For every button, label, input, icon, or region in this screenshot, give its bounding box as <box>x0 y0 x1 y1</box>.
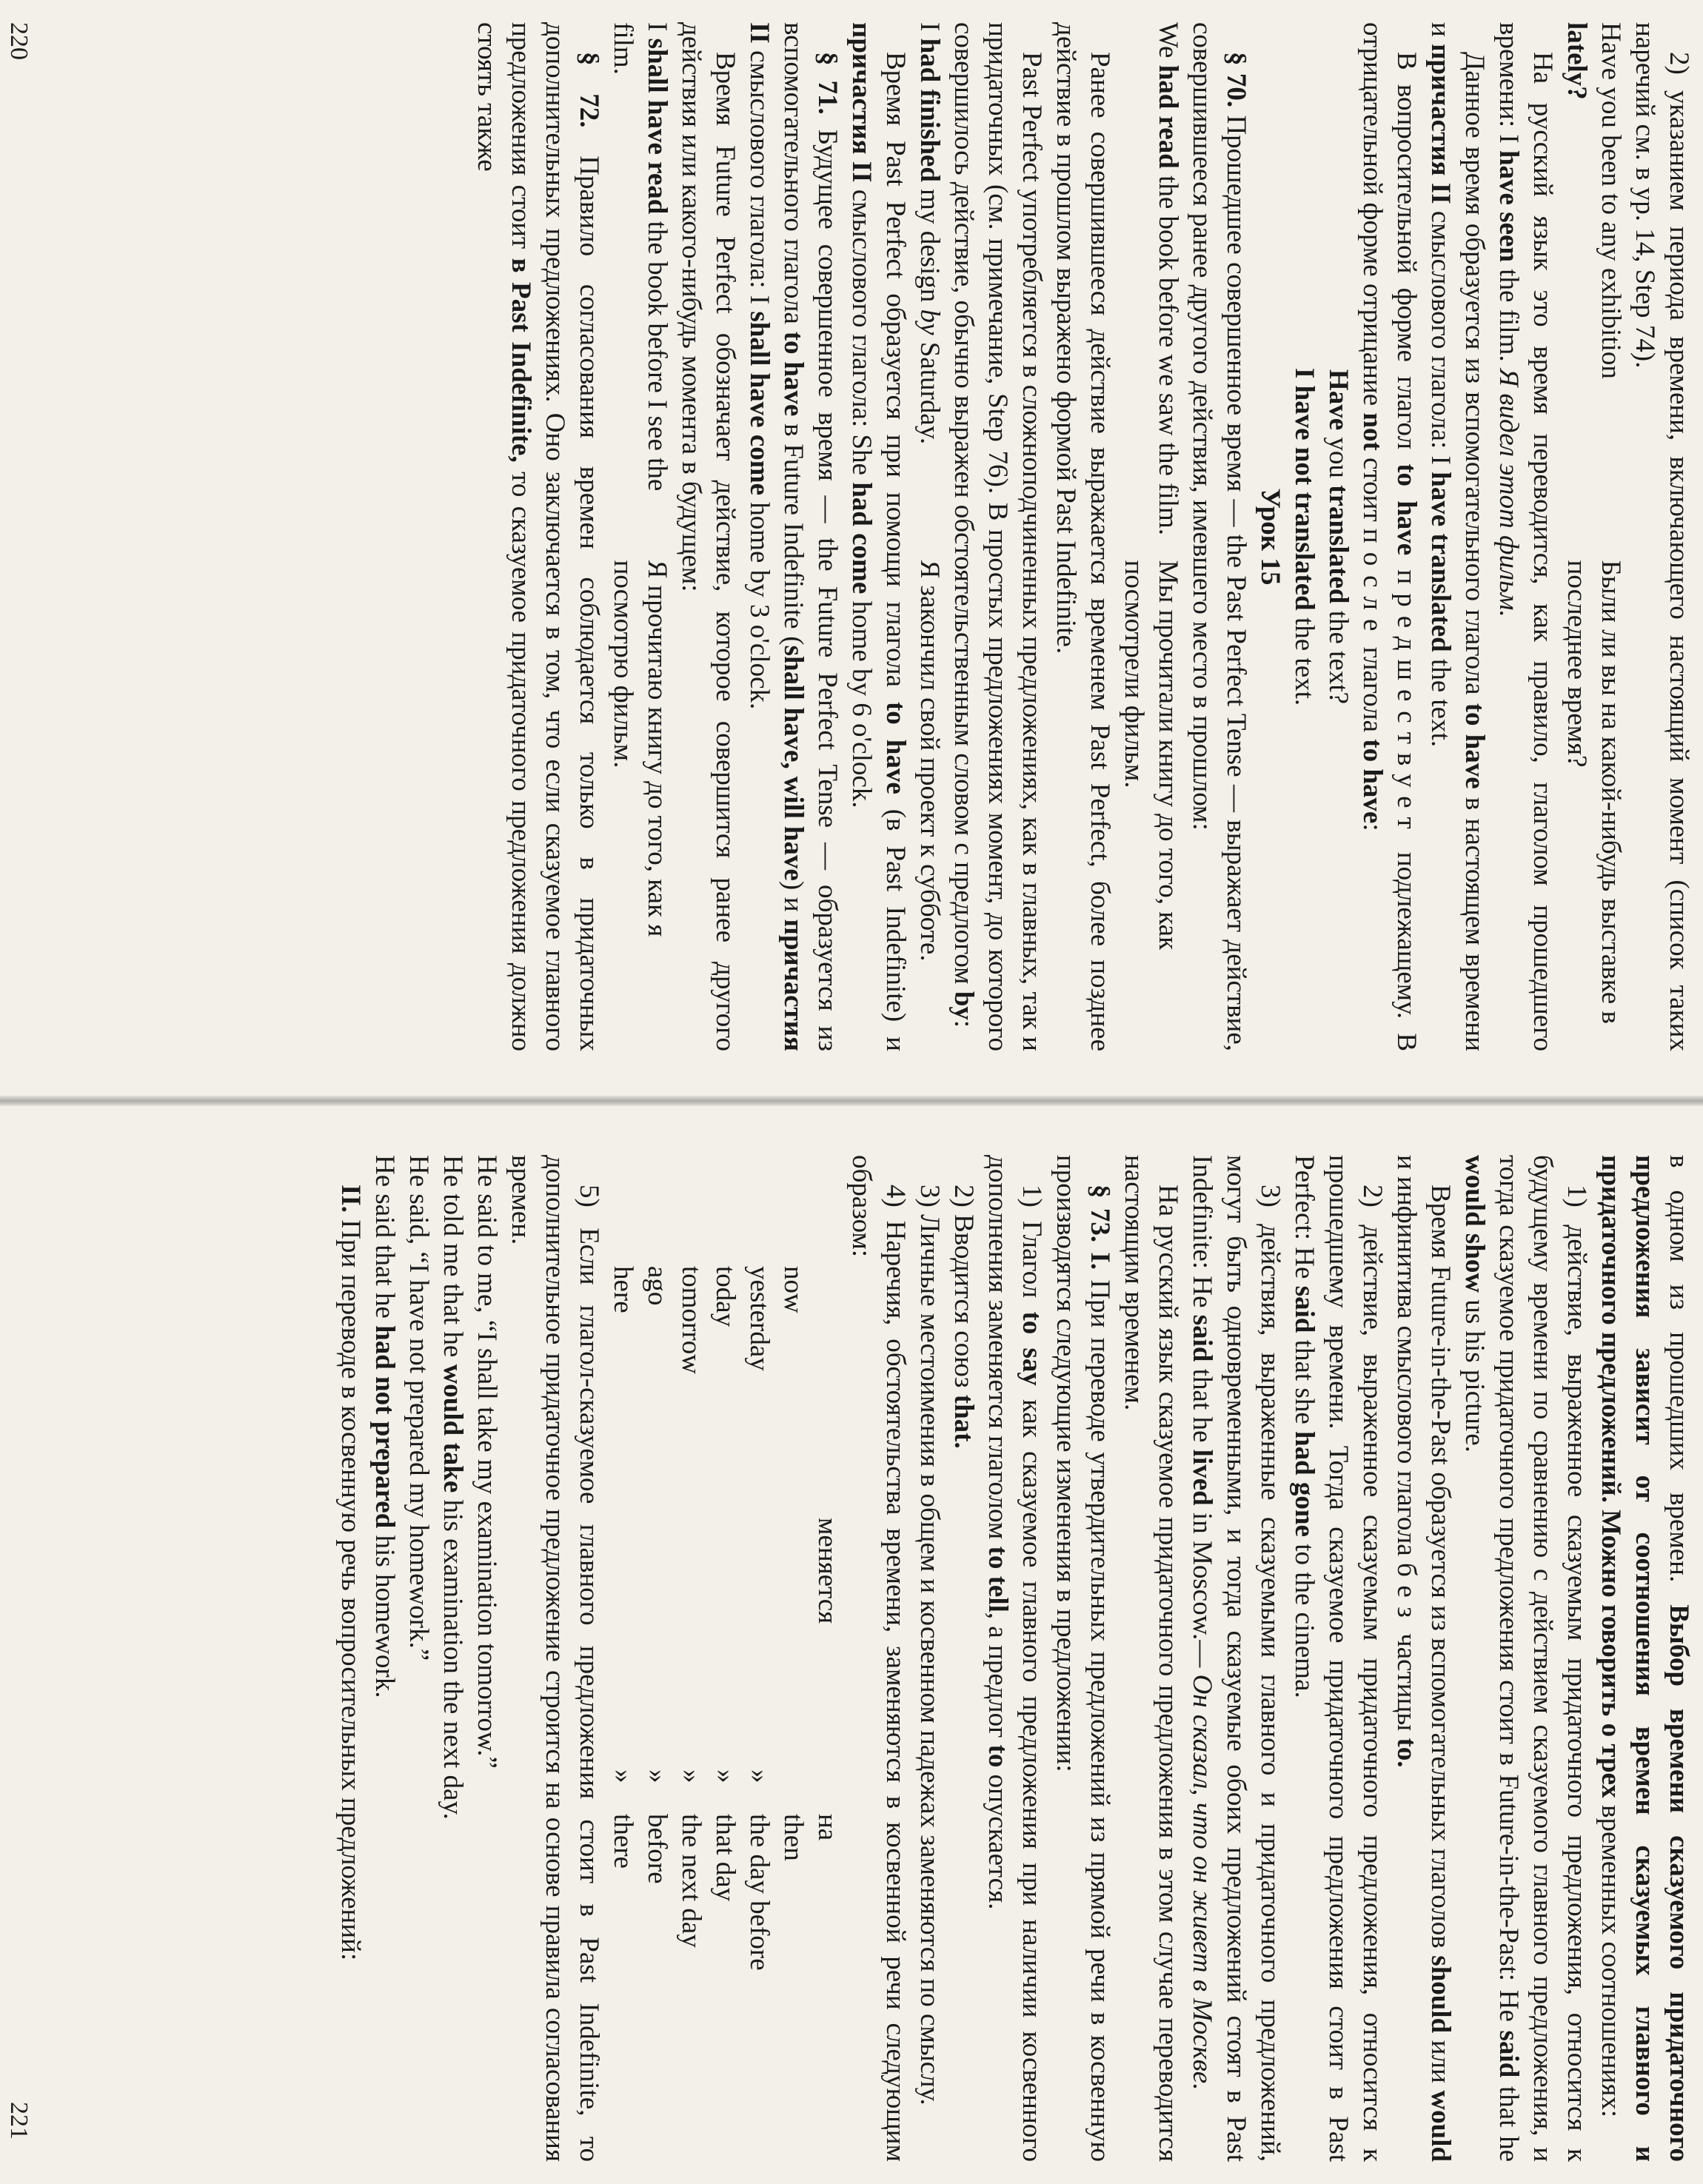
example-direct: He said to me, “I shall take my examination tomorrow.” <box>472 1155 502 1769</box>
paragraph: Данное время образуется из вспомогательного глагола to have в настоящем времени и причастия II смыслового глагола: I have translated the text. <box>1425 22 1490 1052</box>
rule-item-1: 1) действие, выраженное сказуемым придаточного предложения, относится к будущему времени по сравнению с действием сказуемого главного предложения, и тогда сказуемое придаточного предложения стоит в Future-in-the-Past: He said that he would show us his picture. <box>1459 1155 1592 2163</box>
table-to: the day before <box>744 1814 774 1971</box>
example-negative: I have not translated the text. <box>1289 367 1319 706</box>
section-73-II: II. При переводе в косвенную речь вопросительных предложений: <box>335 1185 366 1961</box>
example: I shall have read the book before I see the film. Я прочитаю книгу до того, как я посмотрю фильм. <box>608 22 672 937</box>
paragraph: Время Future-in-the-Past образуется из вспомогательных глаголов should или would и инфинитива смыслового глагола без частицы to. <box>1391 1155 1456 2163</box>
table-from: today <box>710 1266 740 1327</box>
example: We had read the book before we saw the film. Мы прочитали книгу до того, как посмотрели фильм. <box>1119 22 1183 951</box>
paragraph: Время Past Perfect образуется при помощи глагола to have (в Past Indefinite) и причастия II смыслового глагола: She had come home by 6 o'clock. <box>846 22 911 1051</box>
rule-step-1: 1) Глагол to say как сказуемое главного предложения при наличии косвенного дополнения заменяется глаголом to tell, а предлог to опускается. <box>983 1155 1047 2163</box>
table-arrow <box>776 1769 810 1814</box>
table-arrow: » <box>744 1769 774 1783</box>
paragraph: Past Perfect употребляется в сложноподчиненных предложениях, как в главных, так и придаточных (см. примечание, Step 76). В простых предложениях момент, до которого совершилось действие, обычно выражен обстоятельственным словом с предлогом by: <box>948 22 1047 1051</box>
section-71: § 71. Будущее совершенное время — the Future Perfect Tense — образуется из вспомогательного глагола to have в Future Indefinite (shall have, will have) и причастия II смыслового глагола: I shall have come home by 3 o'clock. <box>744 22 843 1052</box>
example: I had finished my design by Saturday. Я закончил свой проект к субботе. <box>914 22 945 962</box>
paragraph: в одном из прошедших времен. Выбор времени сказуемого придаточного предложения зависит от соотношения времен сказуемых главного и придаточного предложений. Можно говорить о трех временных соотношениях: <box>1596 1155 1694 2163</box>
table-to: there <box>608 1814 638 1869</box>
rule-step-3: 3) Личные местоимения в общем и косвенном падежах заменяются по смыслу. <box>914 1185 945 2106</box>
table-arrow: » <box>642 1769 672 1783</box>
rule-step-4: 4) Наречия, обстоятельства времени, заменяются в косвенной речи следующим образом: <box>846 1155 911 2162</box>
paragraph: На русский язык это время переводится, как правило, глаголом прошедшего времени: I have seen the film. Я видел этот фильм. <box>1493 22 1558 1051</box>
right-page <box>15 1155 1696 2162</box>
paragraph: На русский язык сказуемое придаточного предложения в этом случае переводится настоящим временем. <box>1119 1155 1183 2162</box>
example-direct: He said, “I have not prepared my homework.” <box>404 1155 434 1661</box>
lesson-title: Урок 15 <box>1255 488 1285 586</box>
section-73: § 73. I. При переводе утвердительных предложений из прямой речи в косвенную производятся следующие изменения в предложении: <box>1051 1155 1115 2162</box>
left-page <box>15 22 1696 1051</box>
table-from: ago <box>642 1266 672 1306</box>
table-from: yesterday <box>744 1266 774 1371</box>
table-to: the next day <box>676 1814 706 1948</box>
example-indirect: He told me that he would take his examination the next day. <box>438 1155 468 1820</box>
table-from: now <box>778 1266 809 1313</box>
table-arrow: » <box>676 1769 706 1783</box>
section-70: § 70. Прошедшее совершенное время — the Past Perfect Tense — выражает действие, совершившееся ранее другого действия, имевшего место в прошлом: <box>1187 22 1251 1052</box>
table-arrow: » <box>710 1769 740 1783</box>
table-arrow: » <box>608 1769 638 1783</box>
paragraph: 2) указанием периода времени, включающего настоящий момент (список таких наречий см. в ур. 14, Step 74). <box>1630 22 1694 1051</box>
table-to: that day <box>710 1814 740 1902</box>
example-question: Have you translated the text? <box>1323 369 1354 705</box>
paragraph: Ранее совершившееся действие выражается временем Past Perfect, более позднее действие в прошлом выражено формой Past Indefinite. <box>1051 22 1115 1051</box>
example-indirect: He said that he had not prepared his homework. <box>369 1155 400 1698</box>
rule-step-5: 5) Если глагол-сказуемое главного предложения стоит в Past Indefinite, то дополнительное придаточное предложение строится на основе правила согласования времен. <box>506 1155 604 2162</box>
example: Have you been to any exhibition lately? Были ли вы на какой-нибудь выставке в последнее время? <box>1562 22 1626 1024</box>
rule-item-3: 3) действия, выраженные сказуемыми главного и придаточного предложений, могут быть одновременными, и тогда сказуемые обоих предложений стоят в Past Indefinite: He said that he lived in Moscow.— Он сказал, что он живет в Москве. <box>1187 1155 1285 2162</box>
adverb-table <box>606 1266 844 2162</box>
table-head-change: меняется <box>812 1518 843 1624</box>
table-from: here <box>608 1266 638 1313</box>
table-head-to: на <box>812 1814 843 1841</box>
rule-item-2: 2) действие, выраженное сказуемым придаточного предложения, относится к прошедшему времени. Тогда сказуемое придаточного предложения стоит в Past Perfect: He said that she had gone to the cinema. <box>1289 1155 1388 2162</box>
paragraph: Время Future Perfect обозначает действие, которое совершится ранее другого действия или какого-нибудь момента в будущем: <box>676 22 740 1051</box>
table-from: tomorrow <box>676 1266 706 1374</box>
table-to: then <box>778 1814 809 1861</box>
rule-step-2: 2) Вводится союз that. <box>948 1185 979 1449</box>
page-number-left: 220 <box>5 22 33 60</box>
page-number-right: 221 <box>5 2102 33 2140</box>
table-to: before <box>642 1814 672 1884</box>
paragraph: В вопросительной форме глагол to have предшествует подлежащему. В отрицательной форме отрицание not стоит после глагола to have: <box>1357 22 1422 1052</box>
section-72: § 72. Правило согласования времен соблюдается только в придаточных дополнительных предложениях. Оно заключается в том, что если сказуемое главного предложения стоит в Past Indefinite, то сказуемое придаточного предложения должно стоять также <box>472 22 604 1052</box>
book-spine <box>0 1096 1703 1106</box>
